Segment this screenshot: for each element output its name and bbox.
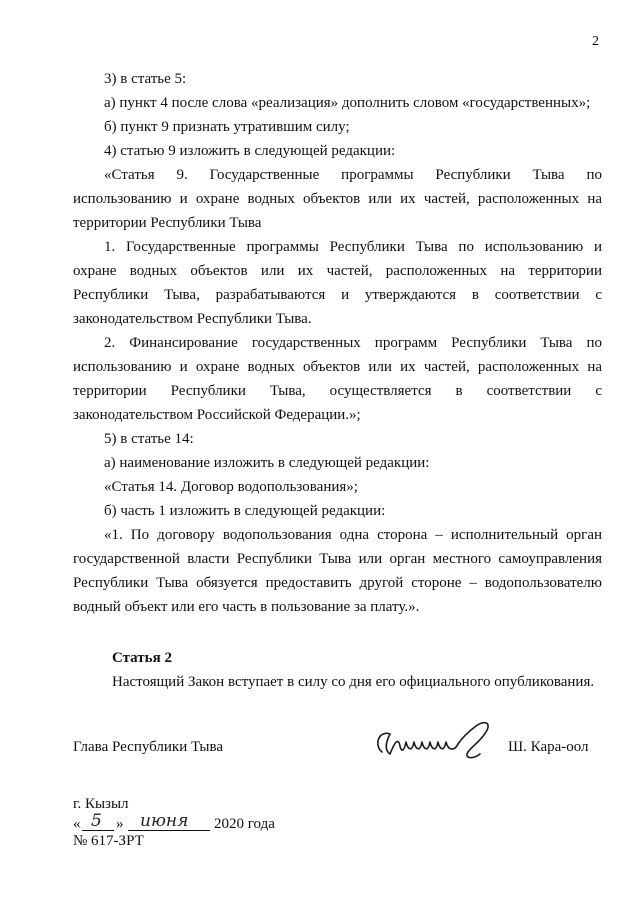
item-4: 4) статью 9 изложить в следующей редакции: <box>104 143 396 159</box>
item-5b: б) часть 1 изложить в следующей редакции: <box>104 503 386 519</box>
date-quote-close: » <box>116 816 124 832</box>
date-quote-open: « <box>73 816 81 832</box>
art9-p1-line: Республики Тыва, разрабатываются и утверждаются в соответствии с <box>73 287 602 303</box>
art9-title-line: территории Республики Тыва <box>73 215 262 231</box>
date-day: 5 <box>91 811 102 831</box>
city: г. Кызыл <box>73 796 129 812</box>
art9-p2-line: использованию и охране водных объектов или их частей, расположенных на <box>73 359 602 375</box>
date-month: июня <box>140 811 189 831</box>
signatory-name: Ш. Кара-оол <box>508 739 589 755</box>
item-3: 3) в статье 5: <box>104 71 187 87</box>
item-3a: а) пункт 4 после слова «реализация» дополнить словом «государственных»; <box>104 95 591 111</box>
item-5a-text: «Статья 14. Договор водопользования»; <box>104 479 358 495</box>
art14-p1-line: «1. По договору водопользования одна сторона – исполнительный орган <box>104 527 602 543</box>
item-3b: б) пункт 9 признать утратившим силу; <box>104 119 350 135</box>
page-number: 2 <box>592 34 599 49</box>
item-5: 5) в статье 14: <box>104 431 194 447</box>
art14-p1-line: Республики Тыва обязуется предоставить другой стороне – водопользователю <box>73 575 602 591</box>
art9-title-line: использованию и охране водных объектов или их частей, расположенных на <box>73 191 602 207</box>
art9-p2-line: территории Республики Тыва, осуществляется в соответствии с <box>73 383 602 399</box>
art9-p1-line: охране водных объектов или их частей, расположенных на территории <box>73 263 602 279</box>
date-year: 2020 года <box>214 816 275 832</box>
art9-title-line: «Статья 9. Государственные программы Республики Тыва по <box>104 167 602 183</box>
article-2-heading: Статья 2 <box>112 650 172 666</box>
art9-p2-line: законодательством Российской Федерации.»; <box>73 407 361 423</box>
art9-p1-line: законодательством Республики Тыва. <box>73 311 312 327</box>
handwritten-signature <box>368 716 500 768</box>
signatory-position: Глава Республики Тыва <box>73 739 224 755</box>
item-5a: а) наименование изложить в следующей редакции: <box>104 455 430 471</box>
art9-p1-line: 1. Государственные программы Республики Тыва по использованию и <box>104 239 602 255</box>
law-number: № 617-ЗРТ <box>73 833 144 849</box>
art9-p2-line: 2. Финансирование государственных программ Республики Тыва по <box>104 335 602 351</box>
art14-p1-line: государственной власти Республики Тыва или орган местного самоуправления <box>73 551 602 567</box>
art14-p1-line: водный объект или его часть в пользование за плату.». <box>73 599 420 615</box>
article-2-text: Настоящий Закон вступает в силу со дня его официального опубликования. <box>112 674 595 690</box>
